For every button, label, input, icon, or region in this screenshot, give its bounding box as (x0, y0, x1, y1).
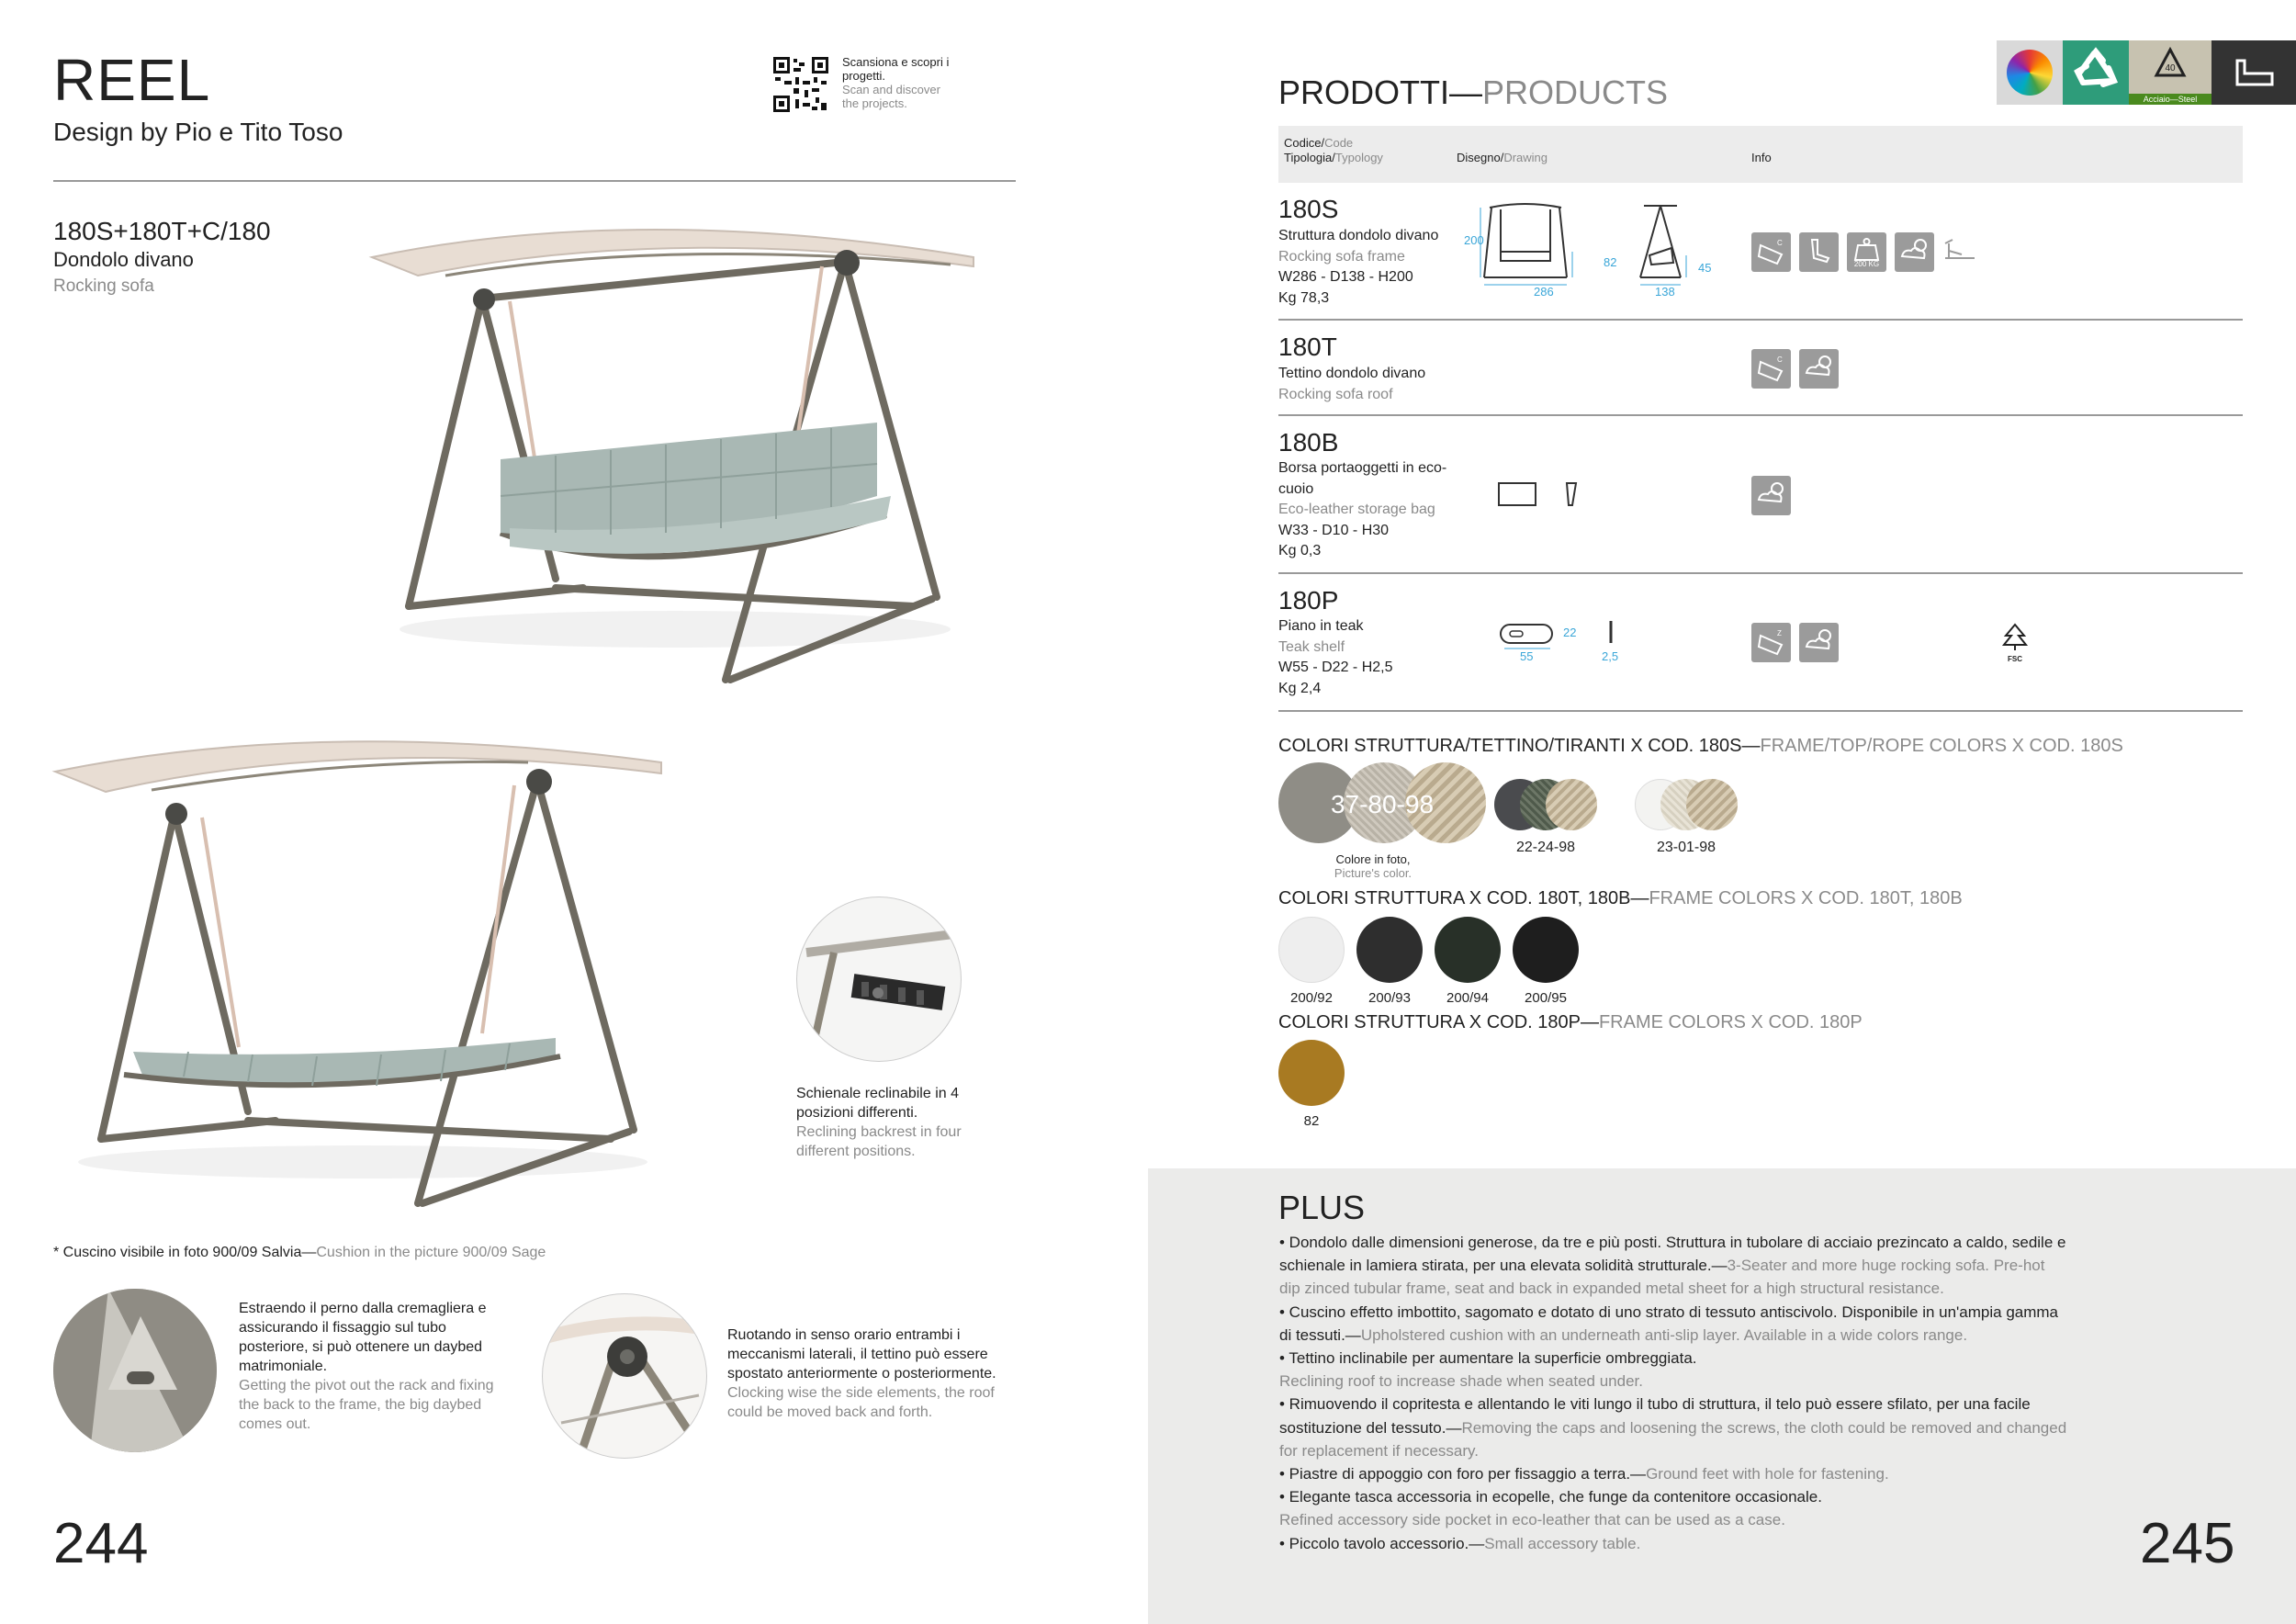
colors-180p-heading (1278, 1012, 1863, 1033)
cushion-note-sep: — (301, 1245, 317, 1260)
drawing-180s (1460, 200, 1736, 301)
recycle-icon (2063, 40, 2129, 105)
color-group-1-note-en: Picture's color. (1334, 866, 1412, 880)
product-180b-dims: W33 - D10 - H30 (1278, 522, 1390, 538)
page-number-left: 244 (53, 1512, 149, 1575)
product-180s-weight: Kg 78,3 (1278, 289, 1330, 306)
plus-item (1279, 1462, 2069, 1485)
colors-180p-heading-it: COLORI STRUTTURA X COD. 180P (1278, 1012, 1581, 1032)
qr-caption (842, 55, 952, 110)
drawing-180p-width: 55 (1520, 649, 1534, 663)
badge-strip (1997, 40, 2296, 105)
colors-180t-heading-it: COLORI STRUTTURA X COD. 180T, 180B (1278, 888, 1631, 908)
frame-color-swatch-item[interactable] (1356, 917, 1423, 1006)
product-180p-desc (1278, 616, 1462, 699)
color-group-1-note-it: Colore in foto, (1335, 852, 1411, 866)
header-code-it: Codice/ (1284, 136, 1325, 150)
svg-text:C: C (1777, 239, 1783, 247)
svg-text:C: C (1777, 355, 1783, 364)
frame-color-swatch-label: 200/93 (1368, 990, 1411, 1006)
detail-photo-backrest (796, 897, 962, 1062)
colors-180p-heading-en: FRAME COLORS X COD. 180P (1598, 1012, 1863, 1032)
detail-daybed-it: Estraendo il perno dalla cremagliera e assicurando il fissaggio sul tubo posteriore, si può ottenere un daybed matrimoniale. (239, 1301, 487, 1374)
frame-color-swatch-item[interactable] (1513, 917, 1579, 1006)
row-divider-4 (1278, 710, 2243, 712)
wash-icon (1751, 349, 1791, 389)
product-180p-name-it: Piano in teak (1278, 618, 1364, 634)
steel-badge (2129, 40, 2212, 105)
colors-180t-heading (1278, 888, 1963, 909)
header-info: Info (1751, 151, 1772, 164)
plus-item-en: Ground feet with hole for fastening. (1646, 1465, 1889, 1483)
designer-subtitle: Design by Pio e Tito Toso (53, 118, 343, 146)
products-title-en: PRODUCTS (1482, 73, 1669, 111)
product-180t-name-it: Tettino dondolo divano (1278, 366, 1426, 381)
frame-color-swatch-label: 200/94 (1446, 990, 1489, 1006)
plus-item (1279, 1485, 2069, 1531)
plus-item-it: • Tettino inclinabile per aumentare la superficie ombreggiata. (1279, 1349, 1697, 1368)
drawing-180p-depth: 22 (1563, 626, 1577, 639)
weather-icon (1751, 476, 1791, 515)
lounger-icon (1940, 232, 1979, 272)
detail-roof-text (727, 1325, 1003, 1422)
header-code (1284, 136, 1353, 150)
detail-roof-it: Ruotando in senso orario entrambi i meccanismi laterali, il tettino può essere spostato anteriormente o posteriormente. (727, 1327, 996, 1382)
product-180b-weight: Kg 0,3 (1278, 543, 1322, 558)
recycle-badge (2063, 40, 2129, 105)
product-180s-code: 180S (1278, 195, 1339, 223)
frame-color-swatch-label: 200/92 (1290, 990, 1333, 1006)
header-typology-it: Tipologia/ (1284, 151, 1335, 164)
drawing-180s-seat: 82 (1604, 255, 1617, 269)
header-drawing (1457, 151, 1548, 164)
detail-roof-en: Clocking wise the side elements, the roof could be moved back and forth. (727, 1385, 995, 1420)
seat-icon (1799, 232, 1839, 272)
plus-title: PLUS (1278, 1189, 1366, 1226)
plus-item (1279, 1231, 2069, 1301)
detail-daybed-text (239, 1299, 505, 1434)
cushion-note-it: * Cuscino visibile in foto 900/09 Salvia (53, 1245, 302, 1260)
row-divider-3 (1278, 572, 2243, 574)
header-code-en: Code (1324, 136, 1354, 150)
colors-180t-heading-sep: — (1630, 888, 1649, 908)
product-180p-weight: Kg 2,4 (1278, 680, 1322, 696)
qr-caption-it: Scansiona e scopri i progetti. (842, 55, 950, 83)
plus-item-en: Refined accessory side pocket in eco-leather that can be used as a case. (1279, 1511, 1785, 1529)
products-title-sep: — (1449, 73, 1482, 111)
plus-list (1279, 1231, 2069, 1555)
frame-color-swatch-circle[interactable] (1513, 917, 1579, 983)
colors-180s-heading-it: COLORI STRUTTURA/TETTINO/TIRANTI X COD. 180S (1278, 736, 1742, 756)
header-typology (1284, 151, 1383, 164)
color-swatch-98-c[interactable] (1686, 779, 1738, 830)
steel-recycle-icon (2129, 40, 2212, 86)
plus-item-en: Removing the caps and loosening the screws, the cloth could be removed and changed for replacement if necessary. (1279, 1418, 2067, 1460)
teak-color-swatch-circle[interactable] (1278, 1040, 1345, 1106)
product-180b-name-it: Borsa portaoggetti in eco-cuoio (1278, 460, 1447, 497)
color-group-2-label: 22-24-98 (1515, 840, 1576, 855)
products-title (1278, 73, 1668, 112)
product-180t-code: 180T (1278, 333, 1337, 361)
fsc-label: FSC (2008, 655, 2022, 663)
product-180p-name-en: Teak shelf (1278, 638, 1345, 655)
color-swatch-98-b[interactable] (1546, 779, 1597, 830)
frame-color-swatch-label: 200/95 (1525, 990, 1567, 1006)
plus-item (1279, 1393, 2069, 1462)
detail-photo-pivot (53, 1289, 217, 1452)
page-number-right: 245 (2140, 1512, 2235, 1575)
sofa-icon (2212, 40, 2296, 105)
drawing-180s-side: 45 (1698, 261, 1712, 275)
plus-item (1279, 1301, 2069, 1347)
product-code: 180S+180T+C/180 (53, 217, 271, 245)
drawing-180s-width: 286 (1534, 285, 1554, 299)
steel-label: Acciaio—Steel (2129, 94, 2212, 105)
detail-backrest-en: Reclining backrest in four different positions. (796, 1124, 962, 1159)
row-divider-1 (1278, 319, 2243, 321)
plus-item-en: Small accessory table. (1484, 1534, 1641, 1552)
product-180p-code: 180P (1278, 586, 1339, 615)
plus-item (1279, 1532, 2069, 1555)
product-180b-desc (1278, 458, 1462, 562)
cushion-note-en: Cushion in the picture 900/09 Sage (316, 1245, 546, 1260)
wash-icon (1751, 623, 1791, 662)
svg-text:40: 40 (2165, 63, 2176, 73)
drawing-180s-depth: 138 (1655, 285, 1675, 299)
product-180s-desc (1278, 226, 1462, 309)
product-180s-name-en: Rocking sofa frame (1278, 248, 1405, 265)
qr-code[interactable] (771, 55, 830, 114)
color-wheel-icon (2007, 50, 2053, 96)
color-wheel-badge (1997, 40, 2063, 105)
weather-icon (1799, 623, 1839, 662)
colors-180t-heading-en: FRAME COLORS X COD. 180T, 180B (1649, 888, 1963, 908)
colors-180p-swatches (1278, 1040, 1462, 1132)
colors-180s-heading-en: FRAME/TOP/ROPE COLORS X COD. 180S (1760, 736, 2123, 756)
header-divider (53, 180, 1016, 182)
product-photo-daybed (51, 735, 675, 1212)
drawing-180s-height: 200 (1464, 233, 1484, 247)
plus-item-it: • Cuscino effetto imbottito, sagomato e dotato di uno strato di tessuto antiscivolo. Disponibile in un'ampia gamma di tessuti.— (1279, 1303, 2059, 1344)
teak-color-swatch-label: 82 (1303, 1113, 1320, 1129)
product-180s-dims: W286 - D138 - H200 (1278, 269, 1413, 285)
plus-item-en: Upholstered cushion with an underneath anti-slip layer. Available in a wide colors range. (1360, 1325, 1968, 1344)
header-drawing-it: Disegno/ (1457, 151, 1504, 164)
fsc-logo (1998, 623, 2032, 661)
drawing-180p-thickness: 2,5 (1602, 649, 1619, 663)
outdoor-badge (2212, 40, 2296, 105)
plus-item-it: • Elegante tasca accessoria in ecopelle, che funge da contenitore occasionale. (1279, 1488, 1822, 1506)
color-group-1-label: 37-80-98 (1330, 790, 1435, 818)
row-divider-2 (1278, 414, 2243, 416)
colors-180s-heading-sep: — (1741, 736, 1761, 756)
wash-icon (1751, 232, 1791, 272)
page-title: REEL (53, 47, 211, 113)
detail-daybed-en: Getting the pivot out the rack and fixing the back to the frame, the big daybed comes out. (239, 1378, 494, 1432)
detail-backrest-text (796, 1084, 989, 1161)
qr-caption-en: Scan and discover the projects. (842, 83, 940, 110)
weather-icon (1895, 232, 1934, 272)
product-180t-desc (1278, 364, 1462, 405)
product-180t-name-en: Rocking sofa roof (1278, 386, 1393, 402)
frame-color-swatch-circle[interactable] (1356, 917, 1423, 983)
color-group-1-note (1322, 852, 1424, 880)
colors-180p-heading-sep: — (1580, 1012, 1599, 1032)
plus-item-it: • Piastre di appoggio con foro per fissaggio a terra.— (1279, 1465, 1647, 1483)
frame-color-swatch-item[interactable] (1435, 917, 1501, 1006)
load-weight-label: 200 KG (1853, 260, 1880, 268)
plus-item-it: • Piccolo tavolo accessorio.— (1279, 1534, 1485, 1552)
detail-backrest-it: Schienale reclinabile in 4 posizioni differenti. (796, 1086, 959, 1121)
teak-color-swatch-item[interactable] (1278, 1040, 1345, 1129)
product-180s-name-it: Struttura dondolo divano (1278, 228, 1439, 243)
plus-item-it: • Rimuovendo il copritesta e allentando le viti lungo il tubo di struttura, il telo può essere sfilato, per una facile sostituzione del tessuto.— (1279, 1395, 2031, 1437)
cushion-note (53, 1245, 546, 1261)
product-photo-sofa (363, 220, 987, 698)
product-180b-name-en: Eco-leather storage bag (1278, 502, 1435, 517)
fsc-tree-icon (1998, 623, 2032, 650)
product-name-it: Dondolo divano (53, 248, 194, 271)
frame-color-swatch-circle[interactable] (1435, 917, 1501, 983)
header-typology-en: Typology (1334, 151, 1383, 164)
products-title-it: PRODOTTI (1278, 73, 1449, 111)
product-180b-code: 180B (1278, 428, 1339, 457)
plus-item-en: 3-Seater and more huge rocking sofa. Pre-hot dip zinced tubular frame, seat and back in expanded metal sheet for a high structural resistance. (1279, 1257, 2045, 1298)
colors-180t-swatches (1278, 917, 1701, 1009)
product-name-en: Rocking sofa (53, 276, 154, 296)
product-180p-dims: W55 - D22 - H2,5 (1278, 660, 1393, 675)
frame-color-swatch-item[interactable] (1278, 917, 1345, 1006)
plus-item-en: Reclining roof to increase shade when seated under. (1279, 1372, 1643, 1391)
header-drawing-en: Drawing (1503, 151, 1548, 164)
svg-text:Z: Z (1777, 629, 1782, 637)
plus-item (1279, 1347, 2069, 1393)
plus-item-it: • Dondolo dalle dimensioni generose, da tre e più posti. Struttura in tubolare di acciaio prezincato a caldo, sedile e schienale in lamiera stirata, per una elevata solidità strutturale.— (1279, 1234, 2066, 1275)
detail-photo-roof (542, 1293, 707, 1459)
color-group-3-label: 23-01-98 (1656, 840, 1716, 855)
colors-180s-heading (1278, 736, 2123, 757)
drawing-180b (1497, 479, 1589, 511)
frame-color-swatch-circle[interactable] (1278, 917, 1345, 983)
weather-icon (1799, 349, 1839, 389)
